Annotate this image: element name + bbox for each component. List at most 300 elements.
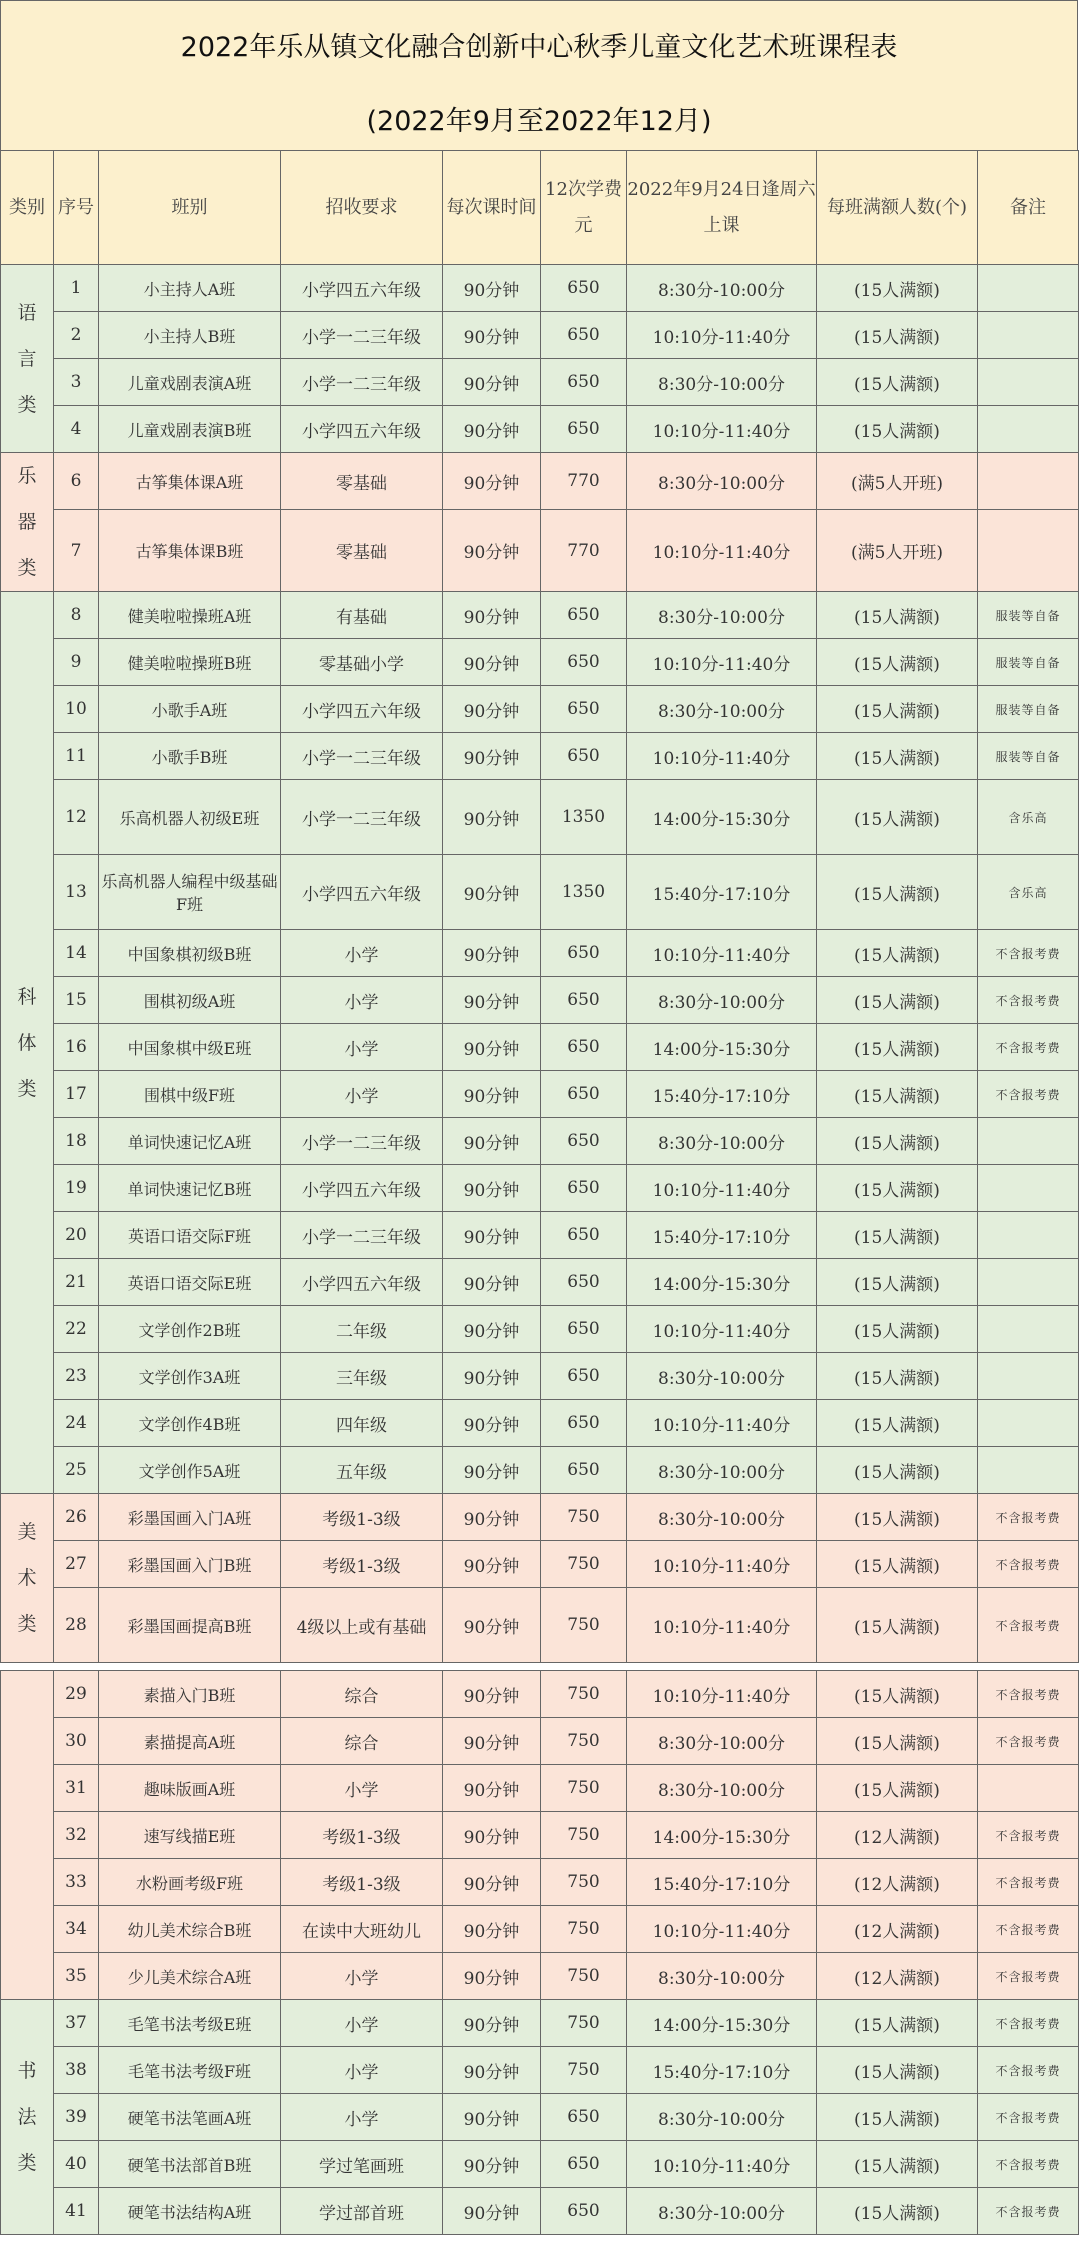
table-row: [1, 1024, 1079, 1071]
row-number-cell: 7: [54, 510, 99, 592]
capacity-cell: (15人满额): [817, 930, 978, 977]
fee-cell: 650: [541, 1306, 627, 1353]
class-name-cell: 单词快速记忆A班: [99, 1118, 281, 1165]
table-row: [1, 780, 1079, 855]
row-number-cell: 19: [54, 1165, 99, 1212]
schedule-time-cell: 14:00分-15:30分: [627, 1812, 817, 1859]
fee-cell: 650: [541, 686, 627, 733]
requirement-cell: 小学四五六年级: [281, 265, 443, 312]
class-name-cell: 小主持人B班: [99, 312, 281, 359]
table-row: [1, 1906, 1079, 1953]
duration-cell: 90分钟: [443, 1494, 541, 1541]
header-duration: 每次课时间: [443, 151, 541, 265]
remark-cell: 不含报考费: [978, 2047, 1079, 2094]
class-name-cell: 彩墨国画入门B班: [99, 1541, 281, 1588]
capacity-cell: (15人满额): [817, 639, 978, 686]
capacity-cell: (15人满额): [817, 855, 978, 930]
course-table: [0, 150, 1079, 1663]
remark-cell: 不含报考费: [978, 1671, 1079, 1718]
capacity-cell: (15人满额): [817, 1118, 978, 1165]
duration-cell: 90分钟: [443, 1259, 541, 1306]
fee-cell: 1350: [541, 855, 627, 930]
requirement-cell: 小学一二三年级: [281, 1118, 443, 1165]
requirement-cell: 小学一二三年级: [281, 359, 443, 406]
remark-cell: 不含报考费: [978, 1024, 1079, 1071]
row-number-cell: 22: [54, 1306, 99, 1353]
class-name-cell: 毛笔书法考级F班: [99, 2047, 281, 2094]
table-row: [1, 1718, 1079, 1765]
requirement-cell: 综合: [281, 1671, 443, 1718]
capacity-cell: (15人满额): [817, 1400, 978, 1447]
category-label: 语言类: [17, 301, 37, 416]
fee-cell: 750: [541, 1718, 627, 1765]
table-row: [1, 977, 1079, 1024]
class-name-cell: 趣味版画A班: [99, 1765, 281, 1812]
category-label: 书法类: [17, 2060, 37, 2174]
capacity-cell: (15人满额): [817, 1718, 978, 1765]
table-row: [1, 1165, 1079, 1212]
row-number-cell: 41: [54, 2188, 99, 2235]
row-number-cell: 16: [54, 1024, 99, 1071]
fee-cell: 750: [541, 1494, 627, 1541]
schedule-time-cell: 8:30分-10:00分: [627, 686, 817, 733]
category-label: 乐器类: [17, 465, 37, 579]
capacity-cell: (15人满额): [817, 1212, 978, 1259]
class-name-cell: 乐高机器人编程中级基础F班: [99, 855, 281, 930]
row-number-cell: 24: [54, 1400, 99, 1447]
fee-cell: 750: [541, 2047, 627, 2094]
capacity-cell: (15人满额): [817, 265, 978, 312]
schedule-time-cell: 10:10分-11:40分: [627, 639, 817, 686]
schedule-time-cell: 8:30分-10:00分: [627, 359, 817, 406]
row-number-cell: 38: [54, 2047, 99, 2094]
duration-cell: 90分钟: [443, 2094, 541, 2141]
class-name-cell: 文学创作2B班: [99, 1306, 281, 1353]
table-row: [1, 1259, 1079, 1306]
duration-cell: 90分钟: [443, 2188, 541, 2235]
duration-cell: 90分钟: [443, 733, 541, 780]
requirement-cell: 小学一二三年级: [281, 312, 443, 359]
table-row: [1, 510, 1079, 592]
table-row: [1, 2000, 1079, 2047]
header-class: 班别: [99, 151, 281, 265]
fee-cell: 650: [541, 1259, 627, 1306]
fee-cell: 650: [541, 592, 627, 639]
remark-cell: [978, 1306, 1079, 1353]
remark-cell: 不含报考费: [978, 1541, 1079, 1588]
remark-cell: 不含报考费: [978, 2000, 1079, 2047]
table-body: [1, 265, 1079, 1663]
class-name-cell: 硬笔书法结构A班: [99, 2188, 281, 2235]
duration-cell: 90分钟: [443, 686, 541, 733]
table-row: [1, 639, 1079, 686]
row-number-cell: 26: [54, 1494, 99, 1541]
duration-cell: 90分钟: [443, 1718, 541, 1765]
class-name-cell: 小歌手A班: [99, 686, 281, 733]
class-name-cell: 幼儿美术综合B班: [99, 1906, 281, 1953]
class-name-cell: 小主持人A班: [99, 265, 281, 312]
class-name-cell: 少儿美术综合A班: [99, 1953, 281, 2000]
schedule-time-cell: 8:30分-10:00分: [627, 1447, 817, 1494]
duration-cell: 90分钟: [443, 1541, 541, 1588]
schedule-time-cell: 10:10分-11:40分: [627, 1588, 817, 1663]
row-number-cell: 37: [54, 2000, 99, 2047]
requirement-cell: 小学: [281, 2047, 443, 2094]
class-name-cell: 彩墨国画提高B班: [99, 1588, 281, 1663]
requirement-cell: 小学: [281, 1953, 443, 2000]
remark-cell: 服装等自备: [978, 592, 1079, 639]
capacity-cell: (15人满额): [817, 312, 978, 359]
schedule-time-cell: 15:40分-17:10分: [627, 1212, 817, 1259]
class-name-cell: 素描入门B班: [99, 1671, 281, 1718]
schedule-time-cell: 10:10分-11:40分: [627, 312, 817, 359]
table-row: [1, 1765, 1079, 1812]
requirement-cell: 考级1-3级: [281, 1812, 443, 1859]
row-number-cell: 14: [54, 930, 99, 977]
row-number-cell: 15: [54, 977, 99, 1024]
schedule-time-cell: 10:10分-11:40分: [627, 406, 817, 453]
fee-cell: 750: [541, 1541, 627, 1588]
capacity-cell: (15人满额): [817, 977, 978, 1024]
table-row: [1, 592, 1079, 639]
table-row: [1, 1859, 1079, 1906]
category-cell: [1, 1671, 54, 2000]
duration-cell: 90分钟: [443, 265, 541, 312]
remark-cell: [978, 1259, 1079, 1306]
duration-cell: 90分钟: [443, 1588, 541, 1663]
requirement-cell: 二年级: [281, 1306, 443, 1353]
capacity-cell: (12人满额): [817, 1859, 978, 1906]
duration-cell: 90分钟: [443, 780, 541, 855]
row-number-cell: 13: [54, 855, 99, 930]
category-cell: [1, 592, 54, 1494]
schedule-time-cell: 8:30分-10:00分: [627, 1765, 817, 1812]
fee-cell: 650: [541, 977, 627, 1024]
class-name-cell: 单词快速记忆B班: [99, 1165, 281, 1212]
table-row: [1, 1447, 1079, 1494]
class-name-cell: 文学创作5A班: [99, 1447, 281, 1494]
requirement-cell: 四年级: [281, 1400, 443, 1447]
table-row: [1, 2141, 1079, 2188]
row-number-cell: 4: [54, 406, 99, 453]
schedule-time-cell: 10:10分-11:40分: [627, 1400, 817, 1447]
remark-cell: 含乐高: [978, 780, 1079, 855]
duration-cell: 90分钟: [443, 1671, 541, 1718]
remark-cell: [978, 453, 1079, 510]
requirement-cell: 学过部首班: [281, 2188, 443, 2235]
class-name-cell: 英语口语交际E班: [99, 1259, 281, 1306]
capacity-cell: (12人满额): [817, 1812, 978, 1859]
capacity-cell: (15人满额): [817, 2047, 978, 2094]
class-name-cell: 小歌手B班: [99, 733, 281, 780]
row-number-cell: 20: [54, 1212, 99, 1259]
duration-cell: 90分钟: [443, 1765, 541, 1812]
class-name-cell: 健美啦啦操班B班: [99, 639, 281, 686]
requirement-cell: 小学四五六年级: [281, 686, 443, 733]
table-row: [1, 406, 1079, 453]
header-row: [1, 151, 1079, 265]
class-name-cell: 英语口语交际F班: [99, 1212, 281, 1259]
capacity-cell: (满5人开班): [817, 453, 978, 510]
class-name-cell: 中国象棋初级B班: [99, 930, 281, 977]
table-row: [1, 1494, 1079, 1541]
remark-cell: [978, 1212, 1079, 1259]
schedule-time-cell: 8:30分-10:00分: [627, 1353, 817, 1400]
header-number: 序号: [54, 151, 99, 265]
row-number-cell: 32: [54, 1812, 99, 1859]
capacity-cell: (12人满额): [817, 1953, 978, 2000]
schedule-time-cell: 8:30分-10:00分: [627, 977, 817, 1024]
duration-cell: 90分钟: [443, 2141, 541, 2188]
page-title: 2022年乐从镇文化融合创新中心秋季儿童文化艺术班课程表: [180, 32, 898, 63]
class-name-cell: 乐高机器人初级E班: [99, 780, 281, 855]
row-number-cell: 29: [54, 1671, 99, 1718]
fee-cell: 650: [541, 2094, 627, 2141]
capacity-cell: (15人满额): [817, 733, 978, 780]
table-row: [1, 453, 1079, 510]
schedule-time-cell: 14:00分-15:30分: [627, 1024, 817, 1071]
fee-cell: 650: [541, 639, 627, 686]
duration-cell: 90分钟: [443, 977, 541, 1024]
table-row: [1, 312, 1079, 359]
fee-cell: 650: [541, 733, 627, 780]
capacity-cell: (15人满额): [817, 2188, 978, 2235]
class-name-cell: 围棋中级F班: [99, 1071, 281, 1118]
capacity-cell: (15人满额): [817, 1765, 978, 1812]
category-label: 科体类: [17, 985, 37, 1100]
class-name-cell: 古筝集体课A班: [99, 453, 281, 510]
table-row: [1, 1071, 1079, 1118]
capacity-cell: (15人满额): [817, 1671, 978, 1718]
schedule-time-cell: 8:30分-10:00分: [627, 592, 817, 639]
duration-cell: 90分钟: [443, 1165, 541, 1212]
requirement-cell: 小学四五六年级: [281, 1259, 443, 1306]
capacity-cell: (15人满额): [817, 1588, 978, 1663]
schedule-time-cell: 10:10分-11:40分: [627, 510, 817, 592]
duration-cell: 90分钟: [443, 2047, 541, 2094]
schedule-time-cell: 8:30分-10:00分: [627, 265, 817, 312]
fee-cell: 750: [541, 1906, 627, 1953]
category-cell: [1, 1494, 54, 1663]
requirement-cell: 小学四五六年级: [281, 855, 443, 930]
duration-cell: 90分钟: [443, 930, 541, 977]
fee-cell: 770: [541, 453, 627, 510]
requirement-cell: 小学一二三年级: [281, 780, 443, 855]
remark-cell: [978, 1165, 1079, 1212]
remark-cell: 不含报考费: [978, 1953, 1079, 2000]
remark-cell: 不含报考费: [978, 1494, 1079, 1541]
duration-cell: 90分钟: [443, 1212, 541, 1259]
duration-cell: 90分钟: [443, 1400, 541, 1447]
duration-cell: 90分钟: [443, 639, 541, 686]
category-cell: [1, 265, 54, 453]
header-capacity: 每班满额人数(个): [817, 151, 978, 265]
header-category: 类别: [1, 151, 54, 265]
fee-cell: 650: [541, 1071, 627, 1118]
header-fee: 12次学费元: [541, 151, 627, 265]
class-name-cell: 彩墨国画入门A班: [99, 1494, 281, 1541]
row-number-cell: 33: [54, 1859, 99, 1906]
fee-cell: 650: [541, 312, 627, 359]
fee-cell: 650: [541, 1212, 627, 1259]
schedule-time-cell: 10:10分-11:40分: [627, 1306, 817, 1353]
capacity-cell: (15人满额): [817, 2094, 978, 2141]
table-row: [1, 1306, 1079, 1353]
header-schedule: 2022年9月24日逢周六上课: [627, 151, 817, 265]
class-name-cell: 健美啦啦操班A班: [99, 592, 281, 639]
table-row: [1, 1588, 1079, 1663]
duration-cell: 90分钟: [443, 1953, 541, 2000]
remark-cell: [978, 1447, 1079, 1494]
table-row: [1, 1671, 1079, 1718]
requirement-cell: 小学四五六年级: [281, 406, 443, 453]
table-row: [1, 733, 1079, 780]
requirement-cell: 零基础: [281, 453, 443, 510]
remark-cell: 不含报考费: [978, 2141, 1079, 2188]
duration-cell: 90分钟: [443, 312, 541, 359]
row-number-cell: 27: [54, 1541, 99, 1588]
remark-cell: 不含报考费: [978, 1859, 1079, 1906]
duration-cell: 90分钟: [443, 855, 541, 930]
remark-cell: 不含报考费: [978, 1071, 1079, 1118]
capacity-cell: (15人满额): [817, 780, 978, 855]
fee-cell: 650: [541, 1353, 627, 1400]
duration-cell: 90分钟: [443, 1118, 541, 1165]
requirement-cell: 4级以上或有基础: [281, 1588, 443, 1663]
remark-cell: 服装等自备: [978, 639, 1079, 686]
requirement-cell: 小学: [281, 1765, 443, 1812]
schedule-time-cell: 15:40分-17:10分: [627, 2047, 817, 2094]
schedule-time-cell: 10:10分-11:40分: [627, 1671, 817, 1718]
remark-cell: 不含报考费: [978, 2188, 1079, 2235]
row-number-cell: 8: [54, 592, 99, 639]
remark-cell: 服装等自备: [978, 733, 1079, 780]
schedule-time-cell: 14:00分-15:30分: [627, 780, 817, 855]
remark-cell: [978, 1118, 1079, 1165]
row-number-cell: 10: [54, 686, 99, 733]
capacity-cell: (15人满额): [817, 2000, 978, 2047]
requirement-cell: 小学: [281, 1071, 443, 1118]
capacity-cell: (15人满额): [817, 1447, 978, 1494]
schedule-time-cell: 10:10分-11:40分: [627, 1906, 817, 1953]
remark-cell: [978, 312, 1079, 359]
duration-cell: 90分钟: [443, 1306, 541, 1353]
class-name-cell: 水粉画考级F班: [99, 1859, 281, 1906]
schedule-time-cell: 14:00分-15:30分: [627, 2000, 817, 2047]
remark-cell: 不含报考费: [978, 1812, 1079, 1859]
table-row: [1, 930, 1079, 977]
row-number-cell: 12: [54, 780, 99, 855]
duration-cell: 90分钟: [443, 1353, 541, 1400]
remark-cell: 不含报考费: [978, 930, 1079, 977]
remark-cell: [978, 359, 1079, 406]
fee-cell: 750: [541, 1671, 627, 1718]
schedule-time-cell: 10:10分-11:40分: [627, 1541, 817, 1588]
capacity-cell: (15人满额): [817, 1541, 978, 1588]
remark-cell: 服装等自备: [978, 686, 1079, 733]
schedule-time-cell: 8:30分-10:00分: [627, 1494, 817, 1541]
class-name-cell: 文学创作3A班: [99, 1353, 281, 1400]
duration-cell: 90分钟: [443, 453, 541, 510]
row-number-cell: 11: [54, 733, 99, 780]
fee-cell: 650: [541, 1447, 627, 1494]
course-table-continued: [0, 1670, 1079, 2235]
table-body: [1, 1671, 1079, 2235]
header-requirement: 招收要求: [281, 151, 443, 265]
class-name-cell: 中国象棋中级E班: [99, 1024, 281, 1071]
fee-cell: 770: [541, 510, 627, 592]
row-number-cell: 39: [54, 2094, 99, 2141]
remark-cell: [978, 1400, 1079, 1447]
schedule-time-cell: 10:10分-11:40分: [627, 2141, 817, 2188]
requirement-cell: 考级1-3级: [281, 1859, 443, 1906]
fee-cell: 650: [541, 930, 627, 977]
class-name-cell: 毛笔书法考级E班: [99, 2000, 281, 2047]
requirement-cell: 小学: [281, 2000, 443, 2047]
requirement-cell: 小学四五六年级: [281, 1165, 443, 1212]
class-name-cell: 文学创作4B班: [99, 1400, 281, 1447]
requirement-cell: 综合: [281, 1718, 443, 1765]
title-block: [0, 0, 1078, 150]
duration-cell: 90分钟: [443, 1024, 541, 1071]
requirement-cell: 小学: [281, 1024, 443, 1071]
capacity-cell: (15人满额): [817, 2141, 978, 2188]
class-name-cell: 硬笔书法笔画A班: [99, 2094, 281, 2141]
fee-cell: 650: [541, 2141, 627, 2188]
capacity-cell: (15人满额): [817, 1024, 978, 1071]
schedule-time-cell: 10:10分-11:40分: [627, 930, 817, 977]
table-row: [1, 1353, 1079, 1400]
row-number-cell: 31: [54, 1765, 99, 1812]
remark-cell: [978, 1765, 1079, 1812]
fee-cell: 650: [541, 1165, 627, 1212]
class-name-cell: 古筝集体课B班: [99, 510, 281, 592]
schedule-time-cell: 10:10分-11:40分: [627, 1165, 817, 1212]
category-cell: [1, 453, 54, 592]
capacity-cell: (15人满额): [817, 1306, 978, 1353]
requirement-cell: 小学: [281, 977, 443, 1024]
schedule-time-cell: 15:40分-17:10分: [627, 855, 817, 930]
class-name-cell: 围棋初级A班: [99, 977, 281, 1024]
category-cell: [1, 2000, 54, 2235]
capacity-cell: (12人满额): [817, 1906, 978, 1953]
fee-cell: 650: [541, 1024, 627, 1071]
duration-cell: 90分钟: [443, 1812, 541, 1859]
row-number-cell: 3: [54, 359, 99, 406]
table-row: [1, 1541, 1079, 1588]
requirement-cell: 小学: [281, 930, 443, 977]
row-number-cell: 2: [54, 312, 99, 359]
remark-cell: 不含报考费: [978, 1588, 1079, 1663]
row-number-cell: 28: [54, 1588, 99, 1663]
row-number-cell: 35: [54, 1953, 99, 2000]
schedule-time-cell: 10:10分-11:40分: [627, 733, 817, 780]
table-row: [1, 686, 1079, 733]
class-name-cell: 素描提高A班: [99, 1718, 281, 1765]
capacity-cell: (15人满额): [817, 1494, 978, 1541]
class-name-cell: 速写线描E班: [99, 1812, 281, 1859]
capacity-cell: (15人满额): [817, 1165, 978, 1212]
class-name-cell: 硬笔书法部首B班: [99, 2141, 281, 2188]
fee-cell: 650: [541, 2188, 627, 2235]
table-row: [1, 265, 1079, 312]
capacity-cell: (15人满额): [817, 1353, 978, 1400]
requirement-cell: 小学一二三年级: [281, 1212, 443, 1259]
table-row: [1, 1212, 1079, 1259]
category-label: 美术类: [17, 1521, 37, 1635]
duration-cell: 90分钟: [443, 510, 541, 592]
remark-cell: [978, 265, 1079, 312]
